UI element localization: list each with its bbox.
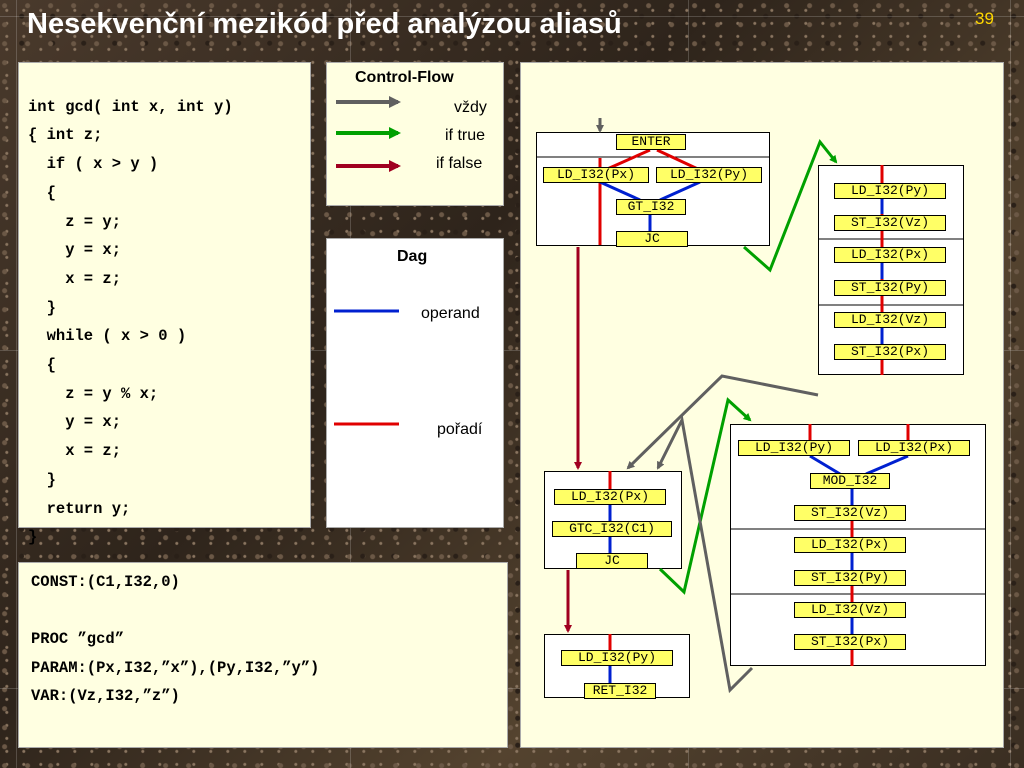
node-ld-px: LD_I32(Px) [858, 440, 970, 456]
code-line: x = z; [28, 442, 122, 461]
node-ld-py: LD_I32(Py) [738, 440, 850, 456]
code-line: x = z; [28, 269, 122, 288]
code-line: while ( x > 0 ) [28, 327, 187, 346]
node-gt: GT_I32 [616, 199, 686, 215]
node-jc: JC [576, 553, 648, 569]
legend-always-label: vždy [454, 99, 487, 116]
node-ld-px: LD_I32(Px) [834, 247, 946, 263]
node-ld-py: LD_I32(Py) [561, 650, 673, 666]
code-line: } [28, 528, 38, 547]
node-jc: JC [616, 231, 688, 247]
node-enter: ENTER [616, 134, 686, 150]
proc-declaration: PROC ”gcd” [31, 630, 125, 648]
code-line: z = y % x; [28, 384, 159, 403]
node-st-vz: ST_I32(Vz) [834, 215, 946, 231]
node-st-py: ST_I32(Py) [834, 280, 946, 296]
node-ld-py: LD_I32(Py) [656, 167, 762, 183]
code-line: } [28, 470, 56, 489]
legend-order-label: pořadí [437, 421, 483, 438]
param-declaration: PARAM:(Px,I32,”x”),(Py,I32,”y”) [31, 658, 320, 677]
code-line: { int z; [28, 126, 103, 145]
const-declaration: CONST:(C1,I32,0) [31, 573, 180, 591]
node-ld-px: LD_I32(Px) [554, 489, 666, 505]
edge-loop-test-to-body-true [660, 400, 750, 592]
code-line: int gcd( int x, int y) [28, 97, 233, 116]
control-flow-legend-title: Control-Flow [355, 69, 454, 86]
legend-operand-label: operand [421, 305, 480, 322]
node-ld-vz: LD_I32(Vz) [794, 602, 906, 618]
edge-entry-to-swap-true [744, 142, 836, 270]
node-ld-vz: LD_I32(Vz) [834, 312, 946, 328]
page-number: 39 [975, 9, 994, 28]
node-ld-px: LD_I32(Px) [794, 537, 906, 553]
node-ret: RET_I32 [584, 683, 656, 699]
legend-if-false-label: if false [436, 155, 483, 172]
code-line: y = x; [28, 241, 122, 260]
node-mod: MOD_I32 [810, 473, 890, 489]
code-line: } [28, 298, 56, 317]
code-line: return y; [28, 499, 131, 518]
code-line: { [28, 356, 56, 375]
node-gtc: GTC_I32(C1) [552, 521, 672, 537]
node-st-px: ST_I32(Px) [794, 634, 906, 650]
node-ld-py: LD_I32(Py) [834, 183, 946, 199]
dag-legend-title: Dag [397, 248, 428, 265]
slide-title: Nesekvenční mezikód před analýzou aliasů [27, 8, 622, 40]
node-st-vz: ST_I32(Vz) [794, 505, 906, 521]
var-declaration: VAR:(Vz,I32,”z”) [31, 687, 180, 705]
node-ld-px: LD_I32(Px) [543, 167, 649, 183]
code-line: z = y; [28, 212, 122, 231]
legend-if-true-label: if true [445, 127, 486, 144]
code-line: y = x; [28, 413, 122, 432]
code-line: if ( x > y ) [28, 155, 159, 174]
code-line: { [28, 183, 56, 202]
node-st-px: ST_I32(Px) [834, 344, 946, 360]
node-st-py: ST_I32(Py) [794, 570, 906, 586]
